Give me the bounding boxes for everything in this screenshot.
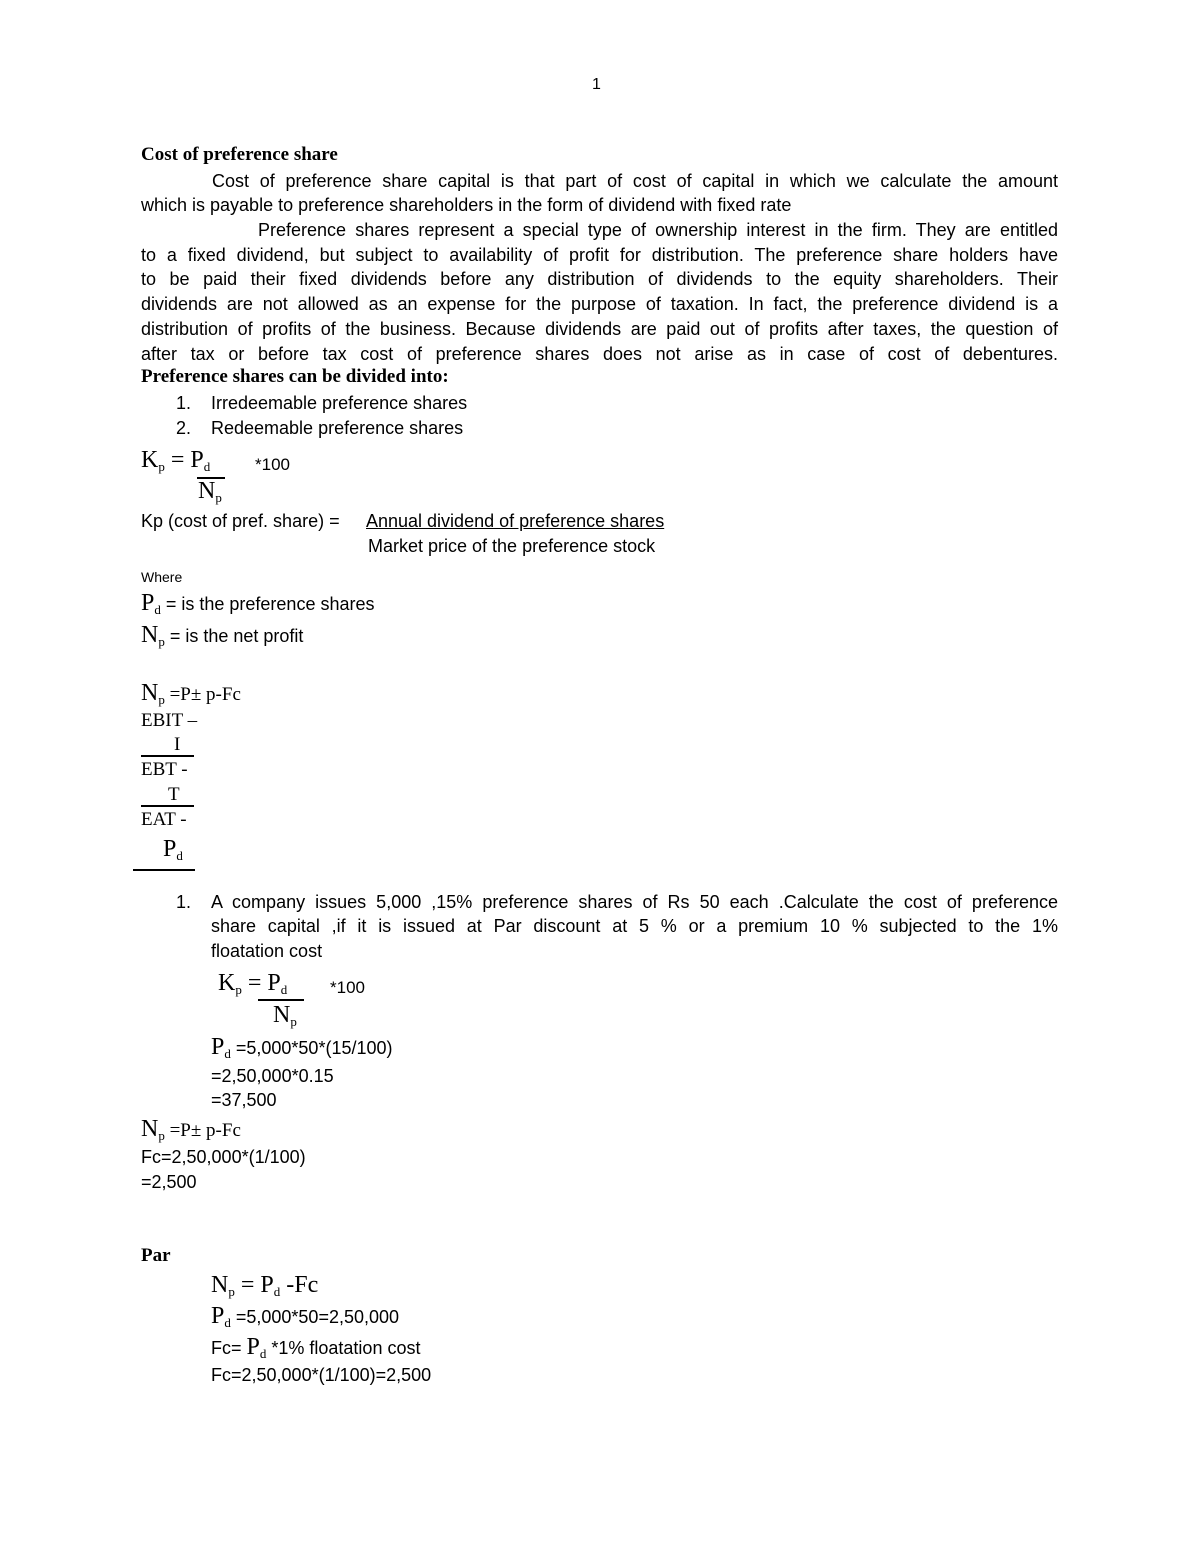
intro-line-1: Cost of preference share capital is that part of cost of capital in which we calculate the amount [212, 171, 1058, 191]
where-label: Where [141, 569, 183, 585]
paragraph-line-5: distribution of profits of the business. Because dividends are paid out of profits after taxes, the question of [141, 319, 1058, 339]
formula-np: $N_p$ [198, 478, 222, 505]
paragraph-line-6: after tax or before tax cost of preference shares does not arise as in case of cost of debentures. [141, 344, 1058, 364]
par-np-formula: $N_p = P_d$ -Fc [211, 1272, 319, 1299]
step-rule [133, 869, 195, 871]
formula-multiplier: *100 [255, 455, 290, 474]
list-item [176, 391, 468, 416]
par-fc-line: $Fc= P_d$ *1% floatation cost [211, 1334, 421, 1361]
par-fc-calc: Fc=2,50,000*(1/100)=2,500 [211, 1365, 432, 1385]
kp-definition-denominator: Market price of the preference stock [368, 536, 656, 556]
problem-line-3: floatation cost [211, 941, 323, 961]
interest-label: I [174, 734, 181, 755]
tax-label: T [168, 784, 180, 805]
calc-np-line-3: =2,500 [141, 1172, 197, 1192]
par-pd-calc: $P_d =5,000*50=2,50,000$ [211, 1303, 400, 1330]
list-text: Irredeemable preference shares [211, 393, 468, 413]
paragraph-line-4: dividends are not allowed as an expense for the purpose of taxation. In fact, the preference dividend is a [141, 294, 1058, 314]
division-heading: Preference shares can be divided into: [141, 366, 449, 387]
paragraph-line-3: to be paid their fixed dividends before any distribution of dividends to the equity shareholders. Their [141, 269, 1058, 289]
formula2-multiplier: *100 [330, 978, 365, 997]
step-rule [141, 755, 194, 757]
calc-np-line-1: $N_p =P\pm p-Fc$ [141, 1116, 241, 1143]
par-heading: Par [141, 1245, 171, 1266]
list-number: 2. [176, 418, 192, 438]
list-number: 1. [176, 393, 192, 413]
problem-number: 1. [176, 892, 192, 912]
page-number: 1 [592, 76, 601, 93]
formula2-kp: $K_p = P_d$ [218, 970, 288, 997]
kp-definition-left: Kp (cost of pref. share) = [141, 511, 340, 531]
calc-pd-line-1: $P_d =5,000*50*(15/100)$ [211, 1034, 393, 1061]
intro-line-2: which is payable to preference shareholders in the form of dividend with fixed rate [141, 195, 792, 215]
calc-pd-line-3: =37,500 [211, 1090, 277, 1110]
formula-kp: $K_p = P_d$ [141, 447, 211, 474]
calc-np-line-2: Fc=2,50,000*(1/100) [141, 1147, 306, 1167]
ebit-label: EBIT – [141, 710, 198, 731]
list-item [176, 416, 464, 441]
formula2-np: $N_p$ [273, 1002, 297, 1029]
problem-line-2: share capital ,if it is issued at Par discount at 5 % or a premium 10 % subjected to the 1% [211, 916, 1058, 936]
problem-line-1: A company issues 5,000 ,15% preference shares of Rs 50 each .Calculate the cost of preference [211, 892, 1058, 912]
fraction-bar [258, 999, 304, 1001]
step-rule [141, 805, 194, 807]
paragraph-line-2: to a fixed dividend, but subject to availability of profit for distribution. The preference share holders have [141, 245, 1058, 265]
np-formula: $N_p =P\pm p-Fc$ [141, 680, 241, 707]
list-text: Redeemable preference shares [211, 418, 464, 438]
ebt-label: EBT - [141, 759, 188, 780]
where-np: $N_p$ = is the net profit [141, 622, 304, 649]
section-heading: Cost of preference share [141, 144, 338, 165]
where-pd: $P_d$ = is the preference shares [141, 590, 375, 617]
eat-label: EAT - [141, 809, 187, 830]
kp-definition-numerator: Annual dividend of preference shares [366, 511, 665, 531]
pd-label: $P_d$ [163, 836, 183, 863]
calc-pd-line-2: =2,50,000*0.15 [211, 1066, 334, 1086]
paragraph-line-1: Preference shares represent a special type of ownership interest in the firm. They are entitled [258, 220, 1058, 240]
